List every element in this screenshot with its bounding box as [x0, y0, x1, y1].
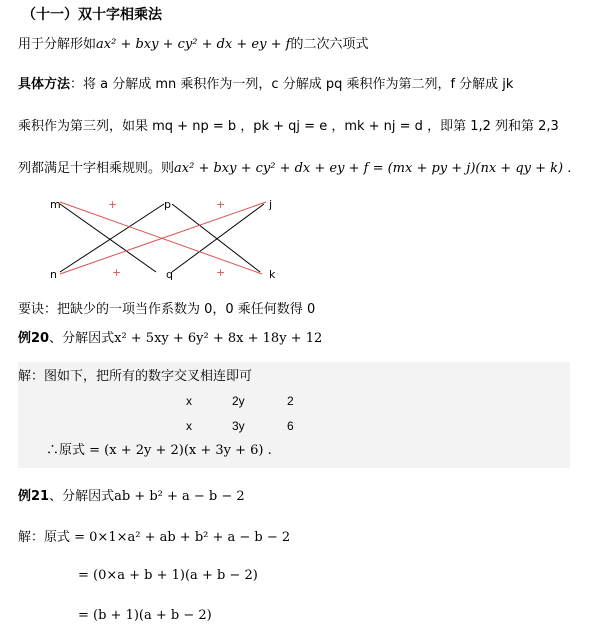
table-r1-c2: 2y: [232, 394, 245, 408]
example-20-intro: 解：图如下，把所有的数字交叉相连即可: [18, 369, 253, 384]
example-21-prefix: 、分解因式: [49, 489, 115, 504]
method-line-3: [18, 160, 571, 178]
label-k: k: [269, 268, 276, 281]
example-21-step-3: = (b + 1)(a + b − 2): [78, 608, 212, 623]
table-r2-c2: 3y: [232, 419, 245, 433]
method-text-1: ：将 a 分解成 mn 乘积作为一列，c 分解成 pq 乘积作为第二列，f 分解成 jk: [70, 77, 514, 92]
method-line-2: 乘积作为第三列，如果 mq + np = b ，pk + qj = e ，mk + nj = d ，即第 1,2 列和第 2,3: [18, 119, 559, 134]
tip-line: 要诀：把缺少的一项当作系数为 0，0 乘任何数得 0: [18, 302, 316, 317]
double-cross-diagram: [40, 196, 290, 282]
intro-prefix: 用于分解形如: [18, 37, 97, 52]
plus-top-right: +: [216, 198, 226, 211]
example-21-expr: ab + b² + a − b − 2: [114, 489, 245, 504]
table-r2-c1: x: [186, 419, 192, 433]
table-r1-c3: 2: [287, 394, 294, 408]
example-20-result: ∴原式 = (x + 2y + 2)(x + 3y + 6) .: [46, 443, 272, 458]
example-20-expr: x² + 5xy + 6y² + 8x + 18y + 12: [114, 331, 323, 346]
plus-bottom-left: +: [112, 266, 122, 279]
label-n: n: [50, 268, 57, 281]
label-m: m: [50, 198, 61, 211]
intro-expr: ax² + bxy + cy² + dx + ey + f: [96, 37, 291, 52]
example-20-prefix: 、分解因式: [49, 331, 115, 346]
intro-line: [18, 36, 368, 54]
plus-bottom-right: +: [216, 266, 226, 279]
example-20-label: 例20: [18, 331, 50, 346]
label-j: j: [269, 198, 273, 211]
example-21-label: 例21: [18, 489, 50, 504]
example-21-title: [18, 488, 245, 506]
label-p: p: [164, 198, 171, 211]
method-label: 具体方法: [18, 77, 71, 92]
example-21-step-1: 解：原式 = 0×1×a² + ab + b² + a − b − 2: [18, 530, 291, 545]
table-r1-c1: x: [186, 394, 192, 408]
table-r2-c3: 6: [287, 419, 294, 433]
plus-top-left: +: [108, 198, 118, 211]
section-title: （十一）双十字相乘法: [22, 7, 162, 23]
method-formula: ax² + bxy + cy² + dx + ey + f = (mx + py + j)(nx + qy + k) .: [174, 161, 572, 176]
label-q: q: [166, 268, 173, 281]
line-n-p: [60, 204, 164, 272]
method-line-1: [18, 76, 513, 94]
example-20-title: [18, 330, 322, 348]
intro-suffix: 的二次六项式: [290, 37, 369, 52]
line-m-q: [60, 204, 156, 272]
example-21-step-2: = (0×a + b + 1)(a + b − 2): [78, 568, 258, 583]
method-text-3: 列都满足十字相乘规则。则: [18, 161, 175, 176]
